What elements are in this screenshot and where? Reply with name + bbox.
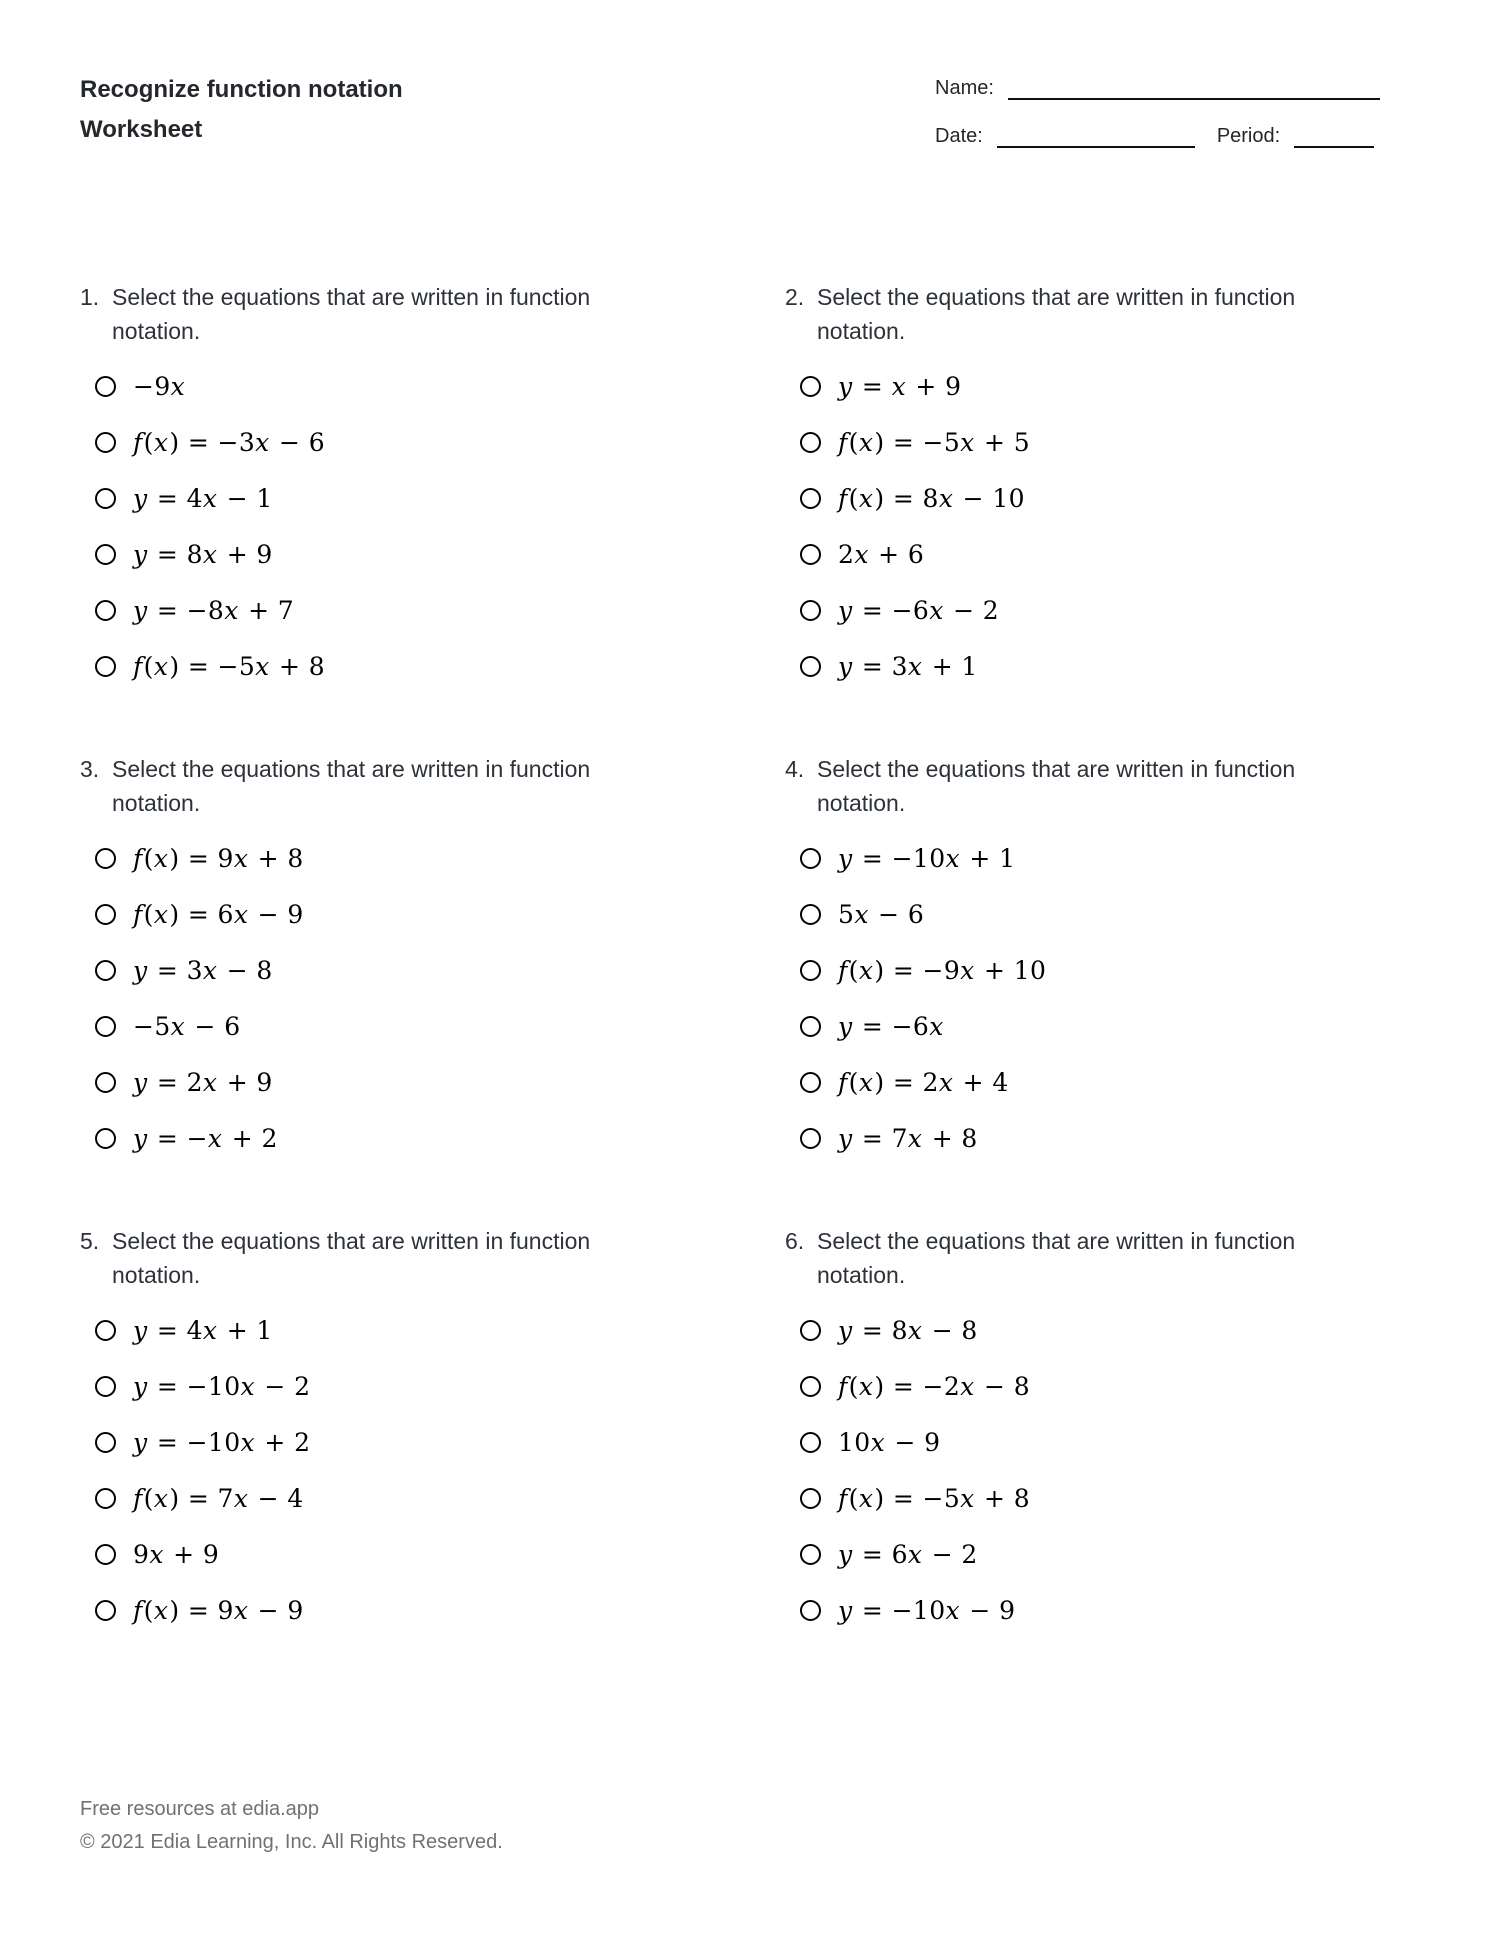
radio-button-icon[interactable]	[95, 600, 116, 621]
question-5-prompt: Select the equations that are written in function notation.	[112, 1228, 591, 1288]
equation-text: y = −6x − 2	[838, 595, 1000, 625]
name-blank-line	[1008, 76, 1380, 100]
question-1-heading	[80, 280, 645, 348]
equation-text: y = x + 9	[838, 371, 962, 401]
radio-button-icon[interactable]	[95, 1072, 116, 1093]
radio-button-icon[interactable]	[800, 376, 821, 397]
radio-option[interactable]	[80, 1526, 645, 1582]
radio-button-icon[interactable]	[800, 1432, 821, 1453]
radio-button-icon[interactable]	[800, 544, 821, 565]
question-4-heading	[785, 752, 1350, 820]
question-6	[785, 1224, 1350, 1638]
equation-text: y = 7x + 8	[838, 1123, 978, 1153]
question-1	[80, 280, 645, 694]
question-4-prompt: Select the equations that are written in function notation.	[817, 756, 1296, 816]
equation-text: 2x + 6	[838, 539, 925, 569]
question-4-number: 4.	[785, 756, 805, 782]
question-2	[785, 280, 1350, 694]
radio-option[interactable]	[785, 1302, 1350, 1358]
radio-option[interactable]	[80, 1358, 645, 1414]
question-3-heading	[80, 752, 645, 820]
student-fields	[935, 70, 1380, 172]
question-1-prompt: Select the equations that are written in function notation.	[112, 284, 591, 344]
date-period-row	[935, 124, 1380, 148]
radio-option[interactable]	[785, 830, 1350, 886]
radio-button-icon[interactable]	[800, 904, 821, 925]
radio-option[interactable]	[80, 1414, 645, 1470]
radio-button-icon[interactable]	[95, 1016, 116, 1037]
radio-button-icon[interactable]	[95, 656, 116, 677]
radio-button-icon[interactable]	[95, 848, 116, 869]
equation-text: y = 6x − 2	[838, 1539, 978, 1569]
radio-button-icon[interactable]	[800, 1544, 821, 1565]
header	[80, 70, 1380, 172]
radio-option[interactable]	[785, 1110, 1350, 1166]
equation-text: y = −8x + 7	[133, 595, 295, 625]
radio-button-icon[interactable]	[95, 1600, 116, 1621]
equation-text: y = −10x + 1	[838, 843, 1016, 873]
question-4-options	[785, 830, 1350, 1166]
radio-button-icon[interactable]	[95, 432, 116, 453]
radio-option[interactable]	[785, 1414, 1350, 1470]
radio-button-icon[interactable]	[800, 1128, 821, 1149]
equation-text: f(x) = 2x + 4	[838, 1067, 1009, 1097]
question-3	[80, 752, 645, 1166]
question-1-number: 1.	[80, 284, 100, 310]
question-1-options	[80, 358, 645, 694]
radio-button-icon[interactable]	[95, 376, 116, 397]
question-6-heading	[785, 1224, 1350, 1292]
radio-option[interactable]	[785, 1358, 1350, 1414]
radio-button-icon[interactable]	[800, 600, 821, 621]
radio-option[interactable]	[785, 358, 1350, 414]
question-5	[80, 1224, 645, 1638]
period-blank-line	[1294, 124, 1374, 148]
question-2-number: 2.	[785, 284, 805, 310]
radio-button-icon[interactable]	[95, 904, 116, 925]
equation-text: 10x − 9	[838, 1427, 941, 1457]
equation-text: y = −10x + 2	[133, 1427, 311, 1457]
question-3-prompt: Select the equations that are written in function notation.	[112, 756, 591, 816]
radio-button-icon[interactable]	[800, 1320, 821, 1341]
name-label: Name:	[935, 77, 994, 99]
question-6-options	[785, 1302, 1350, 1638]
radio-option[interactable]	[80, 526, 645, 582]
radio-option[interactable]	[80, 414, 645, 470]
equation-text: f(x) = −5x + 5	[838, 427, 1031, 457]
equation-text: y = 3x − 8	[133, 955, 273, 985]
question-5-options	[80, 1302, 645, 1638]
radio-option[interactable]	[785, 1582, 1350, 1638]
question-2-options	[785, 358, 1350, 694]
equation-text: y = −6x	[838, 1011, 944, 1041]
equation-text: f(x) = 9x − 9	[133, 1595, 304, 1625]
equation-text: y = 3x + 1	[838, 651, 978, 681]
equation-text: f(x) = −5x + 8	[838, 1483, 1031, 1513]
radio-button-icon[interactable]	[95, 1544, 116, 1565]
radio-option[interactable]	[80, 470, 645, 526]
question-5-number: 5.	[80, 1228, 100, 1254]
equation-text: y = 4x − 1	[133, 483, 273, 513]
equation-text: f(x) = −2x − 8	[838, 1371, 1031, 1401]
radio-button-icon[interactable]	[95, 1376, 116, 1397]
equation-text: f(x) = −5x + 8	[133, 651, 326, 681]
radio-option[interactable]	[785, 1526, 1350, 1582]
radio-option[interactable]	[80, 1110, 645, 1166]
equation-text: y = 8x − 8	[838, 1315, 978, 1345]
equation-text: y = 2x + 9	[133, 1067, 273, 1097]
radio-option[interactable]	[80, 1054, 645, 1110]
equation-text: f(x) = 8x − 10	[838, 483, 1025, 513]
period-label: Period:	[1216, 125, 1281, 147]
equation-text: y = −10x − 9	[838, 1595, 1016, 1625]
question-6-prompt: Select the equations that are written in function notation.	[817, 1228, 1296, 1288]
radio-button-icon[interactable]	[95, 1488, 116, 1509]
question-3-number: 3.	[80, 756, 100, 782]
question-5-heading	[80, 1224, 645, 1292]
radio-option[interactable]	[80, 1302, 645, 1358]
radio-option[interactable]	[785, 582, 1350, 638]
question-6-number: 6.	[785, 1228, 805, 1254]
equation-text: −5x − 6	[133, 1011, 241, 1041]
radio-option[interactable]	[785, 414, 1350, 470]
radio-option[interactable]	[785, 1470, 1350, 1526]
radio-option[interactable]	[80, 1582, 645, 1638]
equation-text: f(x) = −9x + 10	[838, 955, 1047, 985]
equation-text: 5x − 6	[838, 899, 925, 929]
date-blank-line	[997, 124, 1195, 148]
equation-text: y = −10x − 2	[133, 1371, 311, 1401]
radio-option[interactable]	[785, 1054, 1350, 1110]
radio-button-icon[interactable]	[95, 488, 116, 509]
radio-option[interactable]	[80, 886, 645, 942]
worksheet-title: Recognize function notation	[80, 76, 403, 103]
radio-option[interactable]	[80, 358, 645, 414]
radio-button-icon[interactable]	[800, 488, 821, 509]
footer-copyright-text: © 2021 Edia Learning, Inc. All Rights Reserved.	[80, 1831, 503, 1853]
radio-option[interactable]	[785, 886, 1350, 942]
radio-option[interactable]	[785, 998, 1350, 1054]
radio-button-icon[interactable]	[800, 1072, 821, 1093]
radio-button-icon[interactable]	[800, 1488, 821, 1509]
radio-option[interactable]	[80, 582, 645, 638]
radio-option[interactable]	[80, 830, 645, 886]
radio-button-icon[interactable]	[800, 1600, 821, 1621]
date-label: Date:	[935, 125, 983, 147]
equation-text: y = 4x + 1	[133, 1315, 273, 1345]
worksheet-subtitle: Worksheet	[80, 116, 203, 143]
radio-button-icon[interactable]	[95, 1128, 116, 1149]
radio-option[interactable]	[80, 638, 645, 694]
radio-button-icon[interactable]	[800, 848, 821, 869]
radio-option[interactable]	[785, 942, 1350, 998]
equation-text: −9x	[133, 371, 186, 401]
radio-button-icon[interactable]	[800, 1376, 821, 1397]
equation-text: f(x) = −3x − 6	[133, 427, 326, 457]
radio-button-icon[interactable]	[95, 960, 116, 981]
question-2-prompt: Select the equations that are written in function notation.	[817, 284, 1296, 344]
equation-text: y = 8x + 9	[133, 539, 273, 569]
name-field-row	[935, 76, 1380, 100]
radio-button-icon[interactable]	[800, 432, 821, 453]
radio-option[interactable]	[785, 526, 1350, 582]
radio-option[interactable]	[80, 942, 645, 998]
radio-option[interactable]	[80, 998, 645, 1054]
radio-button-icon[interactable]	[800, 960, 821, 981]
equation-text: y = −x + 2	[133, 1123, 278, 1153]
radio-button-icon[interactable]	[800, 656, 821, 677]
question-2-heading	[785, 280, 1350, 348]
footer	[80, 1793, 503, 1859]
radio-option[interactable]	[80, 1470, 645, 1526]
question-4	[785, 752, 1350, 1166]
footer-resources-text: Free resources at edia.app	[80, 1798, 320, 1820]
question-grid	[80, 280, 1380, 1638]
title-block	[80, 70, 403, 150]
radio-button-icon[interactable]	[95, 544, 116, 565]
equation-text: 9x + 9	[133, 1539, 220, 1569]
radio-button-icon[interactable]	[95, 1432, 116, 1453]
equation-text: f(x) = 9x + 8	[133, 843, 304, 873]
question-3-options	[80, 830, 645, 1166]
radio-option[interactable]	[785, 470, 1350, 526]
radio-option[interactable]	[785, 638, 1350, 694]
radio-button-icon[interactable]	[800, 1016, 821, 1037]
equation-text: f(x) = 6x − 9	[133, 899, 304, 929]
radio-button-icon[interactable]	[95, 1320, 116, 1341]
equation-text: f(x) = 7x − 4	[133, 1483, 304, 1513]
